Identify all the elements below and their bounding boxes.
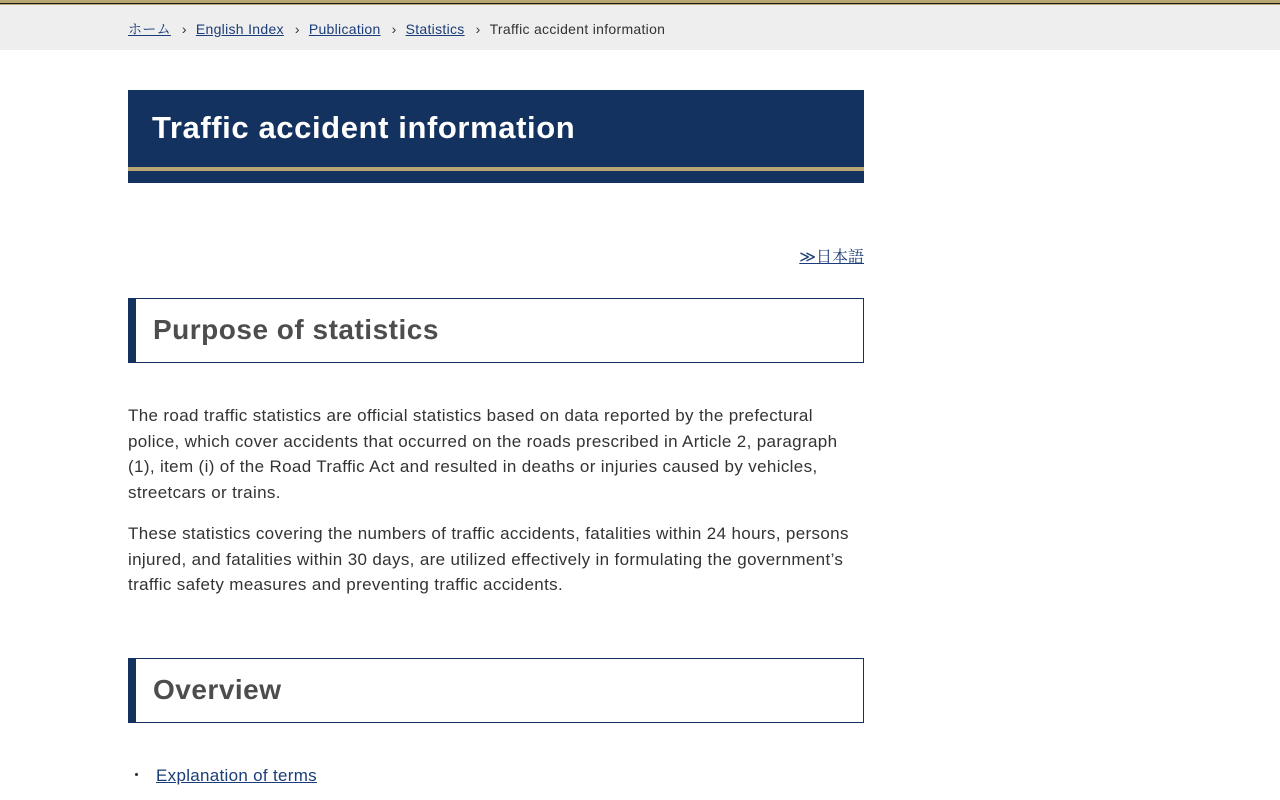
breadcrumb-separator-icon: › <box>475 21 481 37</box>
overview-heading-box <box>128 658 864 723</box>
overview-section <box>128 658 864 788</box>
page-title: Traffic accident information <box>152 110 576 145</box>
main-content <box>128 90 864 788</box>
breadcrumb-separator-icon: › <box>391 21 397 37</box>
overview-link-list <box>128 763 864 788</box>
language-switch-row <box>128 244 864 268</box>
purpose-section <box>128 298 864 598</box>
breadcrumb-home-link[interactable]: ホーム <box>128 21 171 37</box>
overview-heading: Overview <box>153 673 282 705</box>
purpose-heading: Purpose of statistics <box>153 314 439 345</box>
purpose-paragraph-1: The road traffic statistics are official statistics based on data reported by the prefectural police, which cover accidents that occurred on the roads prescribed in Article 2, paragraph (1), item (i) of the Road Traffic Act and resulted in deaths or injuries caused by vehicles, streetcars or trains. <box>128 406 838 502</box>
japanese-language-link[interactable]: ≫日本語 <box>799 249 864 266</box>
breadcrumb-bar <box>0 5 1280 50</box>
breadcrumb-english-index-link[interactable]: English Index <box>195 21 284 37</box>
breadcrumb-separator-icon: › <box>294 21 300 37</box>
explanation-of-terms-link[interactable]: Explanation of terms <box>156 765 317 785</box>
breadcrumb-statistics-link[interactable]: Statistics <box>405 21 465 37</box>
breadcrumb-current-page: Traffic accident information <box>489 21 666 37</box>
page-title-banner <box>128 90 864 183</box>
bullet-icon: ・ <box>128 765 146 785</box>
breadcrumb-separator-icon: › <box>181 21 187 37</box>
purpose-paragraph-2: These statistics covering the numbers of traffic accidents, fatalities within 24 hours, persons injured, and fatalities within 30 days, are utilized effectively in formulating the government’s traffic safety measures and preventing traffic accidents. <box>128 524 849 594</box>
breadcrumb <box>128 19 665 39</box>
purpose-heading-box <box>128 298 864 363</box>
breadcrumb-publication-link[interactable]: Publication <box>308 21 381 37</box>
list-item <box>128 763 864 788</box>
